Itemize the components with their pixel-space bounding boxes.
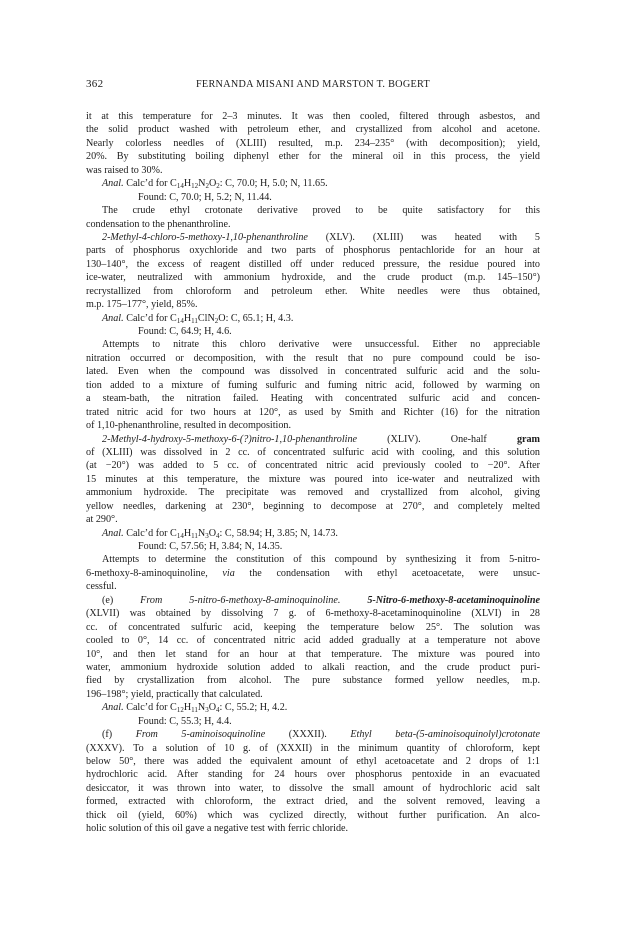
text-line: recrystallized from chloroform and petroleum ether. White needles were thus obtained, bbox=[86, 285, 540, 297]
text-line: The crude ethyl crotonate derivative proved to be quite satisfactory for this bbox=[102, 205, 540, 217]
text-line: formed, extracted with chloroform, the extract dried, and the solvent removed, leaving a bbox=[86, 796, 540, 808]
text-line: Found: C, 57.56; H, 3.84; N, 14.35. bbox=[138, 541, 283, 552]
text-line: Attempts to determine the constitution of this compound by synthesizing it from 5-nitro- bbox=[102, 554, 540, 566]
text-line: a steam-bath, the nitration failed. Heating with concentrated sulfuric acid and concen- bbox=[86, 393, 540, 405]
text-line: cooled to 0°, 14 cc. of concentrated nitric acid added gradually at a temperature not above bbox=[86, 635, 540, 647]
text-line: was raised to 30%. bbox=[86, 164, 163, 176]
text-line: 6-methoxy-8-aminoquinoline, via the condensation with ethyl acetoacetate, were unsuc- bbox=[86, 567, 540, 579]
text-line: yellow needles, darkening at 230°, beginning to decompose at 270°, and completely melted bbox=[86, 500, 540, 512]
text-line: (XLVII) was obtained by dissolving 7 g. of 6-methoxy-8-acetaminoquinoline (XLVI) in 28 bbox=[86, 608, 540, 620]
text-line: Anal. Calc’d for $C_{12}H_{11}N_3O_4$: C, 55.2; H, 4.2. bbox=[102, 702, 288, 715]
text-line: 20%. By substituting boiling diphenyl ether for the mineral oil in this process, the yield bbox=[86, 151, 540, 163]
text-line: (f) From 5-aminoisoquinoline (XXXII). Ethyl beta-(5-aminoisoquinolyl)crotonate bbox=[102, 729, 540, 741]
text-line: ice-water, neutralized with ammonium hydroxide, and the crude product (m.p. 145–150°) bbox=[86, 272, 540, 284]
text-line: nitration occurred or decomposition, with the result that no pure compound could be iso- bbox=[86, 352, 540, 364]
running-header bbox=[86, 78, 540, 92]
text-line: (XXXV). To a solution of 10 g. of (XXXII) in the minimum quantity of chloroform, kept bbox=[86, 742, 540, 754]
text-line: (at −20°) was added to 5 cc. of concentrated nitric acid previously cooled to −20°. After bbox=[86, 460, 540, 472]
running-title: FERNANDA MISANI AND MARSTON T. BOGERT bbox=[195, 79, 431, 90]
text-line: of 1,10-phenanthroline, resulted in decomposition. bbox=[86, 420, 291, 432]
text-line: of (XLIII) was dissolved in 2 cc. of concentrated sulfuric acid with cooling, and this solution bbox=[86, 446, 540, 458]
text-line: at 290°. bbox=[86, 514, 118, 526]
text-line: parts of phosphorus oxychloride and two parts of phosphorus pentachloride for an hour at bbox=[86, 245, 540, 257]
text-line: 196–198°; yield, practically that calculated. bbox=[86, 688, 263, 700]
text-line: desiccator, it was thrown into water, to dissolve the small amount of hydrochloric acid salt bbox=[86, 782, 540, 794]
text-line: thick oil (yield, 60%) which was cyclized directly, without further purification. An alco- bbox=[86, 809, 540, 821]
text-line: hydrochloric acid. After standing for 24 hours over phosphorus pentoxide in an evacuated bbox=[86, 769, 540, 781]
text-line: water, ammonium hydroxide solution added to alkali reaction, and the crude product puri- bbox=[86, 661, 540, 673]
text-line: Found: C, 70.0; H, 5.2; N, 11.44. bbox=[138, 191, 272, 203]
text-line: 2-Methyl-4-hydroxy-5-methoxy-6-(?)nitro-1,10-phenanthroline (XLIV). One-half gram bbox=[102, 433, 540, 445]
text-line: 15 minutes at this temperature, the mixture was poured into ice-water and neutralized with bbox=[86, 473, 540, 485]
text-line: condensation to the phenanthroline. bbox=[86, 218, 231, 230]
page-number: 362 bbox=[86, 78, 104, 90]
text-line: fied by crystallization from alcohol. The pure substance formed yellow needles, m.p. bbox=[86, 675, 540, 687]
text-line: ammonium hydroxide. The precipitate was removed and crystallized from alcohol, giving bbox=[86, 487, 540, 499]
text-line: 2-Methyl-4-chloro-5-methoxy-1,10-phenanthroline (XLV). (XLIII) was heated with 5 bbox=[102, 231, 540, 243]
text-line: 130–140°, the excess of reagent distilled off under reduced pressure, the residue poured into bbox=[86, 258, 540, 270]
text-line: Anal. Calc’d for $C_{14}H_{12}N_2O_2$: C, 70.0; H, 5.0; N, 11.65. bbox=[102, 178, 328, 191]
text-line: Anal. Calc’d for $C_{14}H_{11}N_3O_4$: C, 58.94; H, 3.85; N, 14.73. bbox=[102, 527, 338, 540]
text-line: cessful. bbox=[86, 581, 117, 593]
text-line: Nearly colorless needles of (XLIII) resulted, m.p. 234–235° (with decomposition); yield, bbox=[86, 137, 540, 149]
text-line: (e) From 5-nitro-6-methoxy-8-aminoquinoline. 5-Nitro-6-methoxy-8-acetaminoquinoline bbox=[102, 594, 540, 606]
text-line: the solid product washed with petroleum ether, and crystallized from alcohol and acetone. bbox=[86, 124, 540, 136]
text-line: tion added to a mixture of fuming sulfuric and fuming nitric acid, followed by warming on bbox=[86, 379, 540, 391]
text-line: m.p. 175–177°, yield, 85%. bbox=[86, 299, 198, 311]
text-line: holic solution of this oil gave a negative test with ferric chloride. bbox=[86, 823, 349, 835]
text-line: Found: C, 64.9; H, 4.6. bbox=[138, 326, 232, 337]
text-line: Anal. Calc’d for $C_{14}H_{11}ClN_2O$: C, 65.1; H, 4.3. bbox=[102, 312, 294, 325]
text-line: 10°, and then let stand for an hour at that temperature. The mixture was poured into bbox=[86, 648, 540, 660]
article-body bbox=[86, 110, 540, 836]
text-line: it at this temperature for 2–3 minutes. It was then cooled, filtered through asbestos, and bbox=[86, 111, 540, 122]
text-line: Found: C, 55.3; H, 4.4. bbox=[138, 715, 232, 727]
text-line: lated. Even when the compound was dissolved in concentrated sulfuric acid and the solu- bbox=[86, 366, 540, 378]
text-line: trated nitric acid for two hours at 120°, as used by Smith and Richter (16) for the nitration bbox=[86, 406, 540, 418]
text-line: cc. of concentrated sulfuric acid, keeping the temperature below 25°. The solution was bbox=[86, 621, 540, 633]
text-line: Attempts to nitrate this chloro derivative were unsuccessful. Either no appreciable bbox=[102, 339, 540, 351]
text-line: below 50°, there was added the equivalent amount of ethyl acetoacetate and 2 drops of 1:1 bbox=[86, 756, 540, 767]
